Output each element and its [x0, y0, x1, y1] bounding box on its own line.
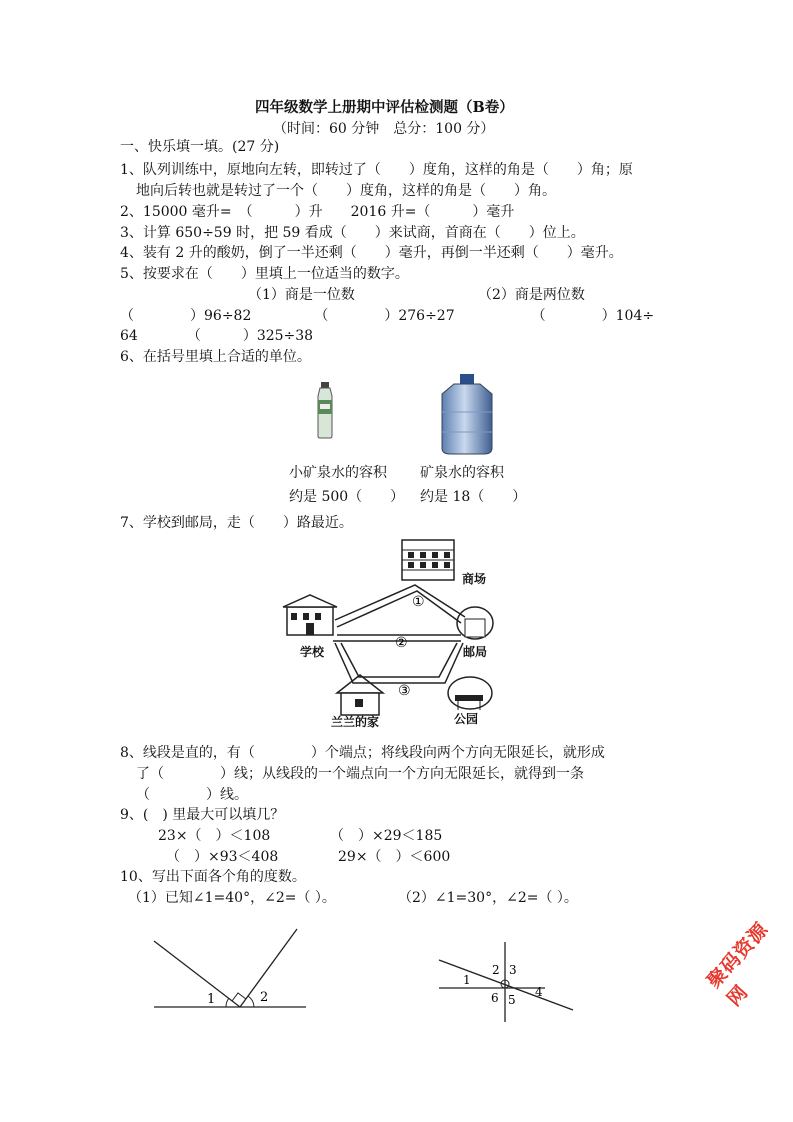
question-9-d: 29×（ ）＜600: [338, 849, 451, 865]
angle-b3-label: 3: [509, 963, 517, 977]
question-5: 5、按要求在（ ）里填上一位适当的数字。: [120, 266, 409, 282]
question-1-line-2: 地向后转也就是转过了一个（ ）度角，这样的角是（ ）角。: [136, 183, 556, 199]
question-1-line-1: 1、队列训练中，原地向左转，即转过了（ ）度角，这样的角是（ ）角；原: [120, 162, 633, 178]
route-map: [275, 535, 515, 735]
question-8-line-1: 8、线段是直的，有（ ）个端点；将线段向两个方向无限延长，就形成: [120, 745, 605, 761]
water-jug-icon: [432, 372, 502, 456]
route-2-label: ②: [395, 635, 408, 651]
question-9: 9、( ) 里最大可以填几？: [120, 807, 285, 823]
question-5-row-2: 64 （ ）325÷38: [120, 328, 314, 344]
small-bottle-caption-2: 约是 500（ ）: [289, 489, 405, 505]
question-9-c: （ ）×93＜408: [166, 849, 279, 865]
school-label: 学校: [300, 645, 325, 659]
question-4: 4、装有 2 升的酸奶，倒了一半还剩（ ）毫升，再倒一半还剩（ ）毫升。: [120, 245, 623, 261]
angle-b1-label: 1: [463, 973, 471, 987]
question-3: 3、计算 650÷59 时，把 59 看成（ ）来试商，首商在（ ）位上。: [120, 225, 585, 241]
question-10-part-1: （1）已知∠1=40°，∠2=（ ）。: [128, 890, 336, 906]
question-9-b: （ ）×29＜185: [330, 828, 443, 844]
home-icon: [337, 675, 383, 715]
park-icon: [448, 677, 492, 710]
home-label: 兰兰的家: [331, 715, 380, 729]
post-office-label: 邮局: [463, 645, 488, 659]
angle-b2-label: 2: [492, 963, 500, 977]
question-6: 6、在括号里填上合适的单位。: [120, 349, 311, 365]
jug-caption-1: 矿泉水的容积: [420, 465, 504, 481]
angle-b4-label: 4: [535, 985, 543, 999]
angle-b5-label: 5: [508, 993, 516, 1007]
mall-label: 商场: [462, 572, 487, 586]
route-3-label: ③: [398, 683, 411, 699]
watermark: 聚码资源网: [702, 918, 773, 1011]
question-5-row-1: （ ）96÷82 （ ）276÷27 （ ）104÷: [120, 308, 655, 324]
park-label: 公园: [454, 712, 479, 726]
question-5-sub-2: （2）商是两位数: [478, 287, 585, 303]
question-5-sub-1: （1）商是一位数: [248, 287, 355, 303]
question-8-line-2: 了（ ）线；从线段的一个端点向一个方向无限延长，就得到一条: [136, 766, 584, 782]
mall-icon: [402, 540, 454, 580]
question-10-part-2: （2）∠1=30°，∠2=（ ）。: [398, 890, 578, 906]
angle-figure-2: [435, 938, 580, 1023]
school-icon: [283, 595, 337, 635]
question-7: 7、学校到邮局，走（ ）路最近。: [120, 515, 353, 531]
small-bottle-caption-1: 小矿泉水的容积: [289, 465, 387, 481]
question-9-a: 23×（ ）＜108: [158, 828, 271, 844]
route-1-label: ①: [412, 594, 425, 610]
angle-2-label: 2: [260, 990, 269, 1005]
angle-figure-1: [150, 925, 310, 1015]
angle-b6-label: 6: [491, 991, 499, 1005]
question-2: 2、15000 毫升= （ ）升 2016 升=（ ）毫升: [120, 204, 515, 220]
small-water-bottle-icon: [310, 380, 340, 440]
angle-1-label: 1: [207, 992, 216, 1007]
question-10: 10、写出下面各个角的度数。: [120, 869, 306, 885]
jug-caption-2: 约是 18（ ）: [420, 489, 527, 505]
section-heading: 一、快乐填一填。(27 分): [120, 139, 280, 155]
post-office-icon: [457, 607, 493, 639]
page-title: 四年级数学上册期中评估检测题（B卷）: [255, 99, 514, 116]
question-8-line-3: （ ）线。: [136, 787, 248, 803]
page-subtitle: （时间：60 分钟 总分：100 分）: [273, 121, 495, 137]
